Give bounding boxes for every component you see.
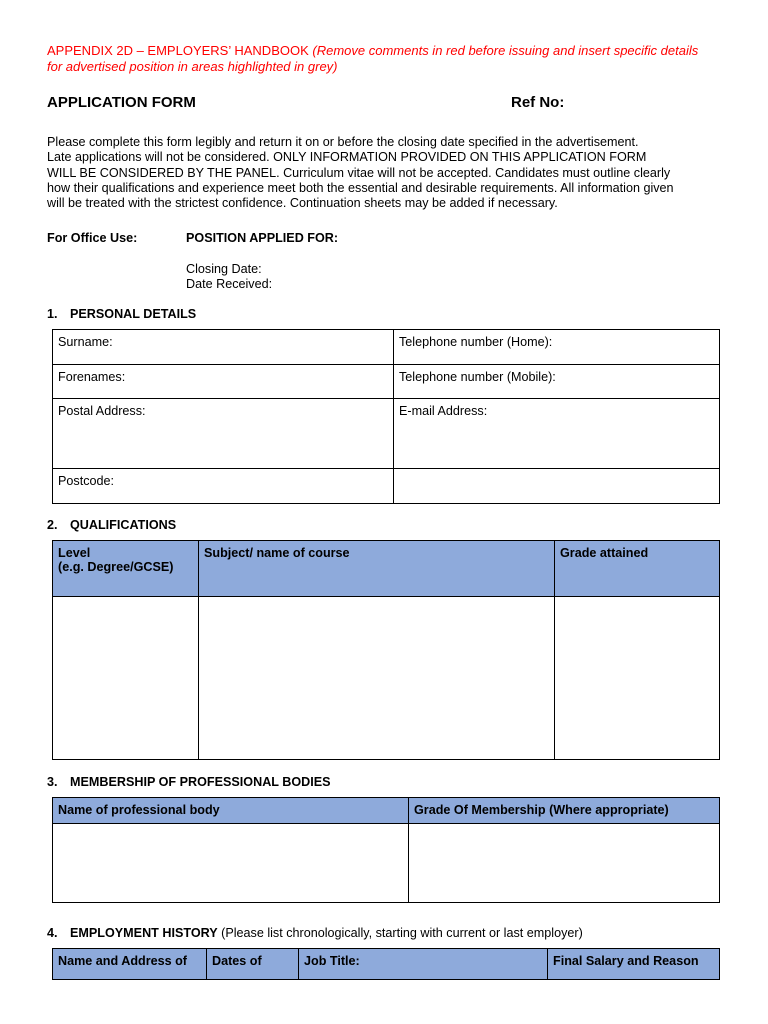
postal-address-field[interactable]: Postal Address: [53,399,394,469]
section-title: MEMBERSHIP OF PROFESSIONAL BODIES [70,775,331,789]
section-personal-details [47,307,196,321]
telephone-home-field[interactable]: Telephone number (Home): [394,330,720,365]
appendix-comment-1: (Remove comments in red before issuing and insert specific details [312,43,699,58]
section-number: 3. [47,775,58,789]
subject-header: Subject/ name of course [199,541,555,597]
subject-input-cell[interactable] [199,597,555,760]
membership-table [52,797,720,903]
job-title-header: Job Title: [299,949,548,980]
email-address-field[interactable]: E-mail Address: [394,399,720,469]
qualifications-table [52,540,720,760]
empty-cell [394,469,720,504]
section-title: EMPLOYMENT HISTORY [70,926,218,940]
grade-header: Grade attained [555,541,720,597]
section-qualifications [47,518,176,532]
postcode-field[interactable]: Postcode: [53,469,394,504]
dates-header: Dates of [207,949,299,980]
intro-line: WILL BE CONSIDERED BY THE PANEL. Curriculum vitae will not be accepted. Candidates must outline clearly [47,165,671,180]
section-note: (Please list chronologically, starting with current or last employer) [217,926,583,940]
appendix-note [47,43,747,75]
intro-line: Late applications will not be considered. ONLY INFORMATION PROVIDED ON THIS APPLICATION FORM [47,150,647,165]
section-title: QUALIFICATIONS [70,518,177,532]
closing-date-label: Closing Date: [186,262,262,276]
professional-body-header: Name of professional body [53,798,409,824]
intro-paragraph [47,135,747,211]
employment-history-table [52,948,720,980]
intro-line: will be treated with the strictest confidence. Continuation sheets may be added if necessary. [47,196,558,211]
surname-field[interactable]: Surname: [53,330,394,365]
intro-line: Please complete this form legibly and return it on or before the closing date specified in the advertisement. [47,135,639,149]
level-header-label: Level [58,546,91,560]
membership-grade-header: Grade Of Membership (Where appropriate) [409,798,720,824]
level-header-example: (e.g. Degree/GCSE) [58,560,174,574]
section-number: 1. [47,307,58,321]
section-number: 4. [47,926,58,940]
ref-no-label: Ref No: [511,94,565,111]
telephone-mobile-field[interactable]: Telephone number (Mobile): [394,365,720,399]
page-title: APPLICATION FORM [47,94,196,111]
personal-details-table [52,329,720,504]
final-salary-header: Final Salary and Reason [548,949,720,980]
section-membership [47,775,331,789]
intro-line: how their qualifications and experience meet both the essential and desirable requirements. All information given [47,180,674,195]
appendix-title: APPENDIX 2D – EMPLOYERS’ HANDBOOK [47,43,309,58]
section-employment-history [47,926,583,940]
forenames-field[interactable]: Forenames: [53,365,394,399]
employer-name-header: Name and Address of [53,949,207,980]
level-input-cell[interactable] [53,597,199,760]
date-received-label: Date Received: [186,277,273,291]
section-number: 2. [47,518,58,532]
appendix-comment-2: for advertised position in areas highlighted in grey) [47,59,338,74]
office-use-label: For Office Use: [47,231,138,245]
section-title: PERSONAL DETAILS [70,307,197,321]
grade-input-cell[interactable] [555,597,720,760]
membership-grade-input-cell[interactable] [409,824,720,903]
position-applied-label: POSITION APPLIED FOR: [186,231,339,245]
level-header [53,541,199,597]
professional-body-input-cell[interactable] [53,824,409,903]
